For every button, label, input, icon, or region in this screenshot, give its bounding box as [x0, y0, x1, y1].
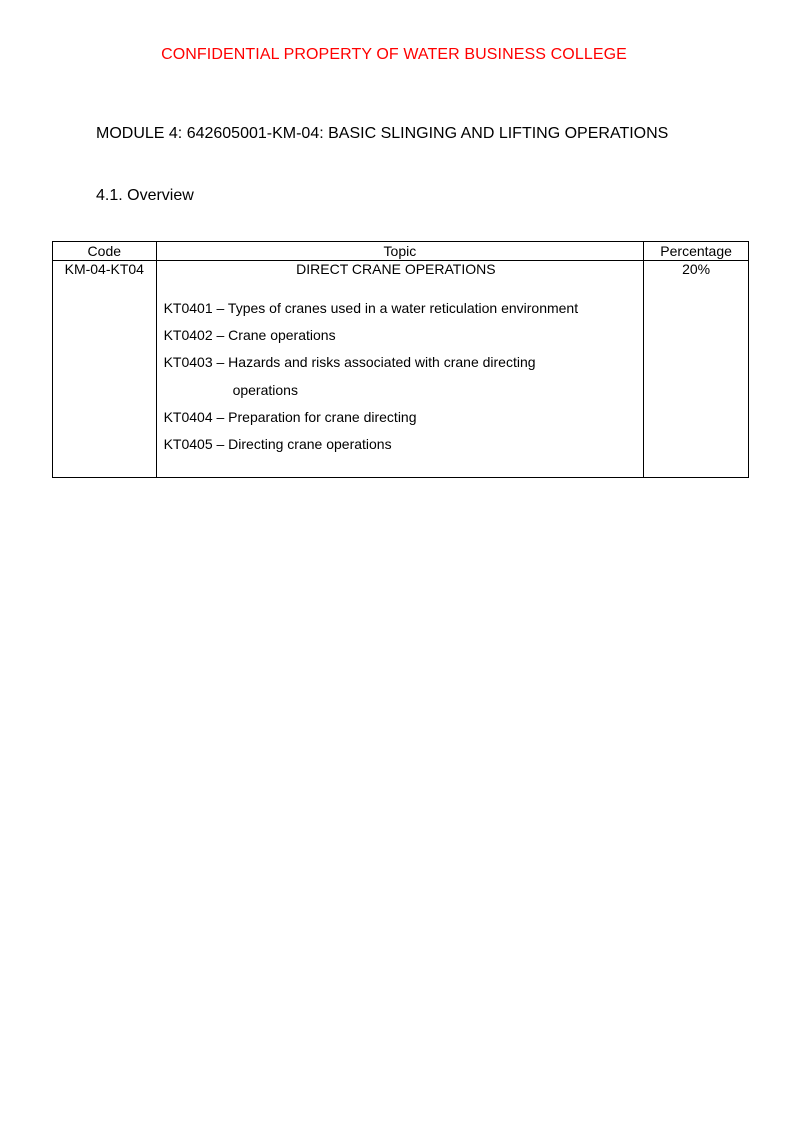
topic-item-text: KT0403 – Hazards and risks associated with crane directing — [163, 354, 536, 370]
topic-item-continuation: operations — [232, 382, 298, 398]
list-item — [157, 327, 644, 343]
list-item — [157, 300, 644, 316]
cell-code: KM-04-KT04 — [53, 261, 157, 478]
table-row — [53, 261, 749, 478]
topic-item-text: KT0404 – Preparation for crane directing — [163, 409, 417, 425]
topic-list — [157, 300, 644, 452]
topic-item-text: KT0405 – Directing crane operations — [163, 436, 392, 452]
list-item — [157, 409, 644, 425]
module-title: MODULE 4: 642605001-KM-04: BASIC SLINGING AND LIFTING OPERATIONS — [96, 125, 669, 142]
cell-percentage: 20% — [644, 261, 749, 478]
list-item — [157, 354, 644, 398]
overview-table — [52, 241, 749, 478]
header-percentage: Percentage — [644, 242, 749, 261]
topic-heading: DIRECT CRANE OPERATIONS — [296, 261, 496, 277]
cell-topic — [156, 261, 644, 478]
topic-item-text: KT0402 – Crane operations — [163, 327, 336, 343]
list-item — [157, 436, 644, 452]
header-code: Code — [53, 242, 157, 261]
section-heading: 4.1. Overview — [96, 187, 194, 204]
confidential-header: CONFIDENTIAL PROPERTY OF WATER BUSINESS COLLEGE — [161, 46, 627, 63]
header-topic: Topic — [156, 242, 644, 261]
topic-item-text: KT0401 – Types of cranes used in a water reticulation environment — [163, 300, 579, 316]
table-header-row — [53, 242, 749, 261]
